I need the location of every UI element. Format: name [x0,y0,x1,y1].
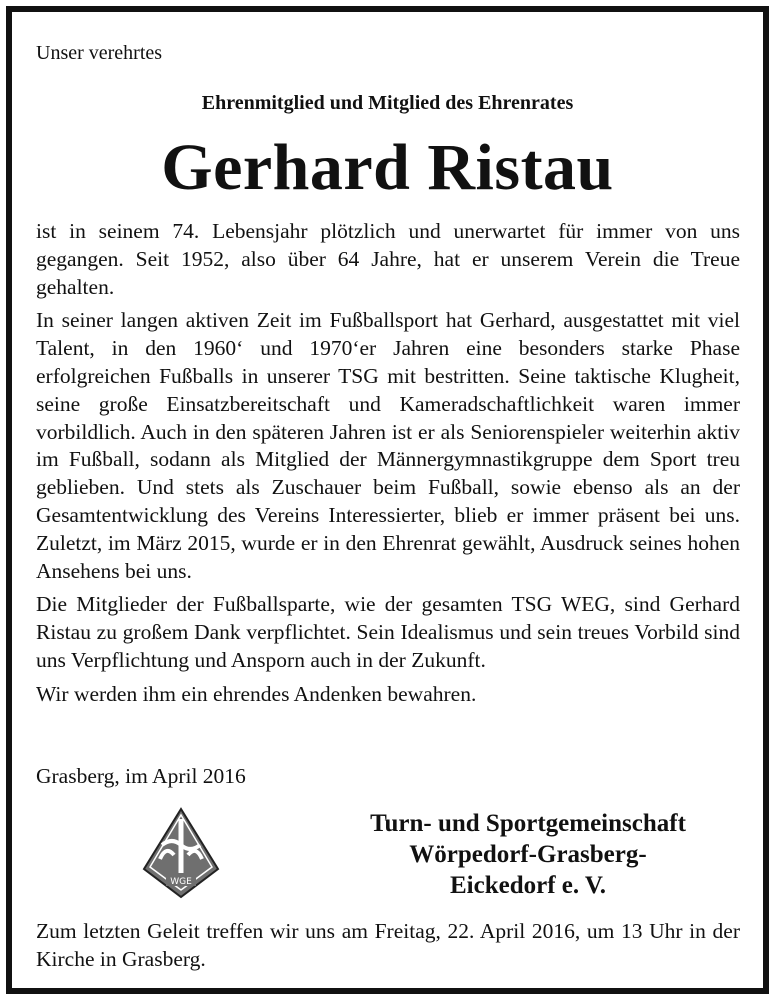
intro-text: Unser verehrtes [36,42,163,64]
place-date: Grasberg, im April 2016 [36,764,246,788]
paragraph-4: Wir werden ihm ein ehrendes Andenken bewahren. [36,681,477,706]
body-text [36,218,740,715]
club-line-1: Turn- und Sportgemeinschaft [370,810,686,837]
funeral-info: Zum letzten Geleit treffen wir uns am Freitag, 22. April 2016, um 13 Uhr in der Kirche in Grasberg. [36,919,740,971]
paragraph-2: In seiner langen aktiven Zeit im Fußballsport hat Gerhard, ausgestattet mit viel Talent, in den 1960‘ und 1970‘er Jahren eine besonders starke Phase erfolgreichen Fußballs in unserer TSG mit bestritten. Seine taktische Klugheit, seine große Einsatzbereitschaft und Kameradschaftlichkeit waren immer vorbildlich. Auch in den späteren Jahren ist er als Seniorenspieler weiterhin aktiv im Fußball, sodann als Mitglied der Männergymnastikgruppe dem Sport treu geblieben. Und stets als Zuschauer beim Fußball, sowie ebenso als an der Gesamtentwicklung des Vereins Interessierter, blieb er immer präsent bei uns. Zuletzt, im März 2015, wurde er in den Ehrenrat gewählt, Ausdruck seines hohen Ansehens bei uns. [36,308,740,583]
club-name [330,808,726,901]
club-line-2: Wörpedorf-Grasberg- [409,841,647,868]
paragraph-3: Die Mitglieder der Fußballsparte, wie der gesamten TSG WEG, sind Gerhard Ristau zu großem Dank verpflichtet. Sein Idealismus und sein treues Vorbild sind uns Verpflichtung und Ansporn auch in der Zukunft. [36,592,740,672]
paragraph-1: ist in seinem 74. Lebensjahr plötzlich und unerwartet für immer von uns gegangen. Seit 1952, also über 64 Jahre, hat er unserem Verein die Treue gehalten. [36,219,740,299]
deceased-name: Gerhard Ristau [161,131,614,204]
obituary-notice [6,6,769,994]
club-line-3: Eickedorf e. V. [449,872,607,899]
subtitle: Ehrenmitglied und Mitglied des Ehrenrates [201,92,574,114]
logo-text: WGE [170,877,192,887]
club-logo-icon [142,807,220,899]
